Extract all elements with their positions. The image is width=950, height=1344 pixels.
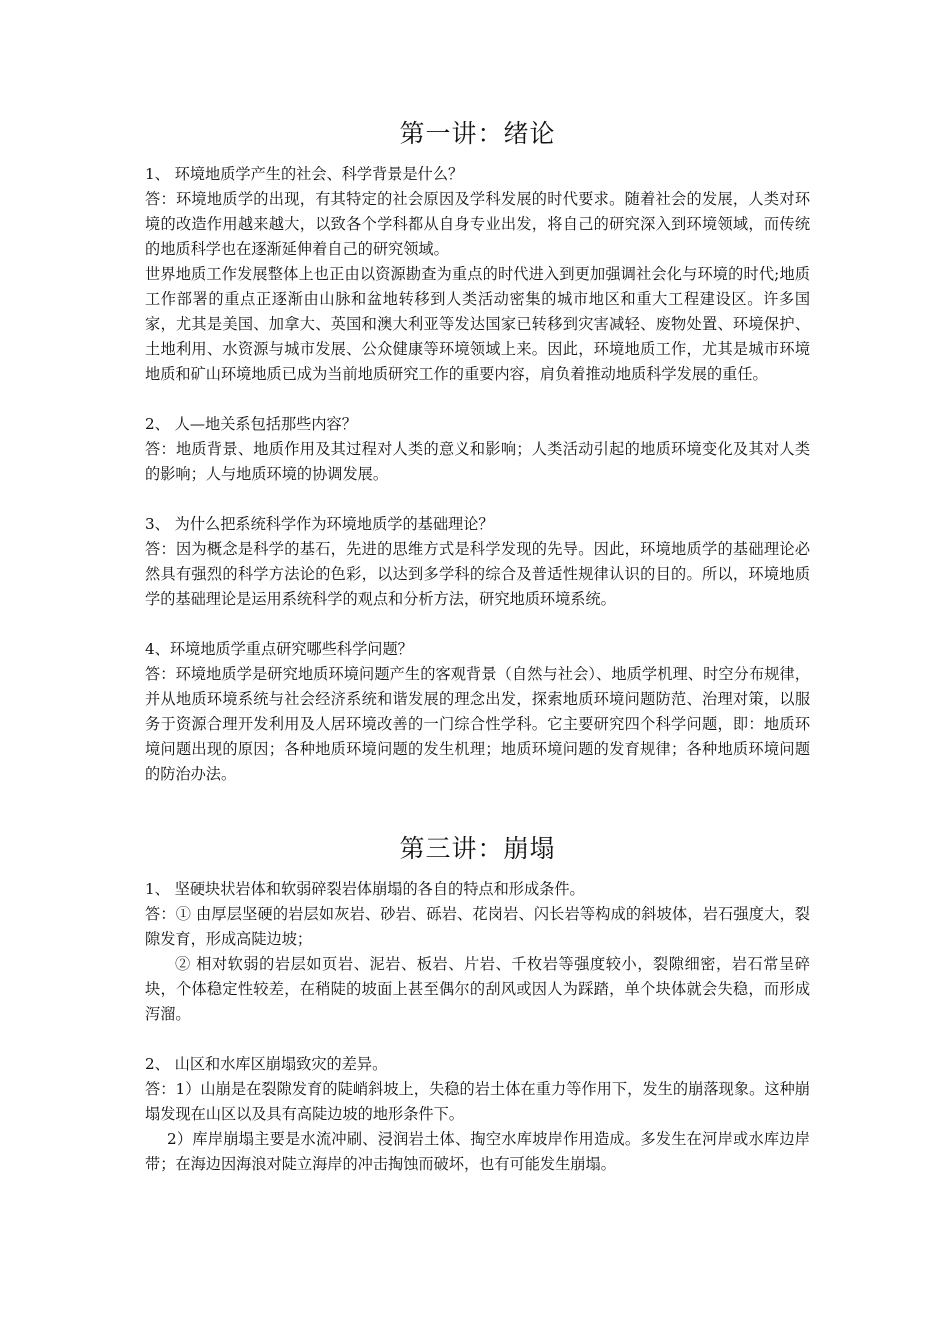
answer-paragraph: 世界地质工作发展整体上也正由以资源勘查为重点的时代进入到更加强调社会化与环境的时代;地质工作部署的重点正逐渐由山脉和盆地转移到人类活动密集的城市地区和重大工程建设区。许多国家，尤其是美国、加拿大、英国和澳大利亚等发达国家已转移到灾害减轻、废物处置、环境保护、土地利用、水资源与城市发展、公众健康等环境领域上来。因此，环境地质工作，尤其是城市环境地质和矿山环境地质已成为当前地质研究工作的重要内容，肩负着推动地质科学发展的重任。 — [145, 265, 810, 383]
answer-paragraph: 答：地质背景、地质作用及其过程对人类的意义和影响；人类活动引起的地质环境变化及其对人类的影响；人与地质环境的协调发展。 — [145, 440, 810, 483]
qa-block-1-2 — [145, 412, 810, 487]
answer-paragraph: 答：环境地质学的出现，有其特定的社会原因及学科发展的时代要求。随着社会的发展，人类对环境的改造作用越来越大，以致各个学科都从自身专业出发，将自己的研究深入到环境领域，而传统的地质科学也在逐渐延伸着自己的研究领域。 — [145, 190, 810, 258]
question-text: 1、 坚硬块状岩体和软弱碎裂岩体崩塌的各自的特点和形成条件。 — [145, 880, 585, 898]
qa-block-1-1 — [145, 162, 810, 387]
section-title-collapse: 第三讲：崩塌 — [399, 834, 556, 863]
paragraph-gap — [145, 487, 810, 512]
answer-paragraph: 答：环境地质学是研究地质环境问题产生的客观背景（自然与社会）、地质学机理、时空分布规律，并从地质环境系统与社会经济系统和谐发展的理念出发，探索地质环境问题防范、治理对策，以服务于资源合理开发利用及人居环境改善的一门综合性学科。它主要研究四个科学问题，即：地质环境问题出现的原因；各种地质环境问题的发生机理；地质环境问题的发育规律；各种地质环境问题的防治办法。 — [145, 665, 810, 783]
qa-block-1-4 — [145, 637, 810, 787]
answer-paragraph: ② 相对软弱的岩层如页岩、泥岩、板岩、片岩、千枚岩等强度较小，裂隙细密，岩石常呈碎块，个体稳定性较差，在稍陡的坡面上甚至偶尔的刮风或因人为踩踏，单个块体就会失稳，而形成泻溜。 — [145, 955, 810, 1023]
answer-paragraph: 2）库岸崩塌主要是水流冲刷、浸润岩土体、掏空水库坡岸作用造成。多发生在河岸或水库边岸带；在海边因海浪对陡立海岸的冲击掏蚀而破坏，也有可能发生崩塌。 — [145, 1130, 810, 1173]
section-title-introduction: 第一讲：绪论 — [399, 119, 556, 148]
qa-block-1-3 — [145, 512, 810, 612]
document-page — [145, 110, 810, 1177]
answer-paragraph: 答：① 由厚层坚硬的岩层如灰岩、砂岩、砾岩、花岗岩、闪长岩等构成的斜坡体，岩石强度大，裂隙发育，形成高陡边坡； — [145, 905, 810, 948]
qa-block-3-1 — [145, 877, 810, 1027]
question-text: 2、 人—地关系包括那些内容？ — [145, 415, 357, 433]
paragraph-gap — [145, 612, 810, 637]
answer-paragraph: 答：1）山崩是在裂隙发育的陡峭斜坡上，失稳的岩土体在重力等作用下，发生的崩落现象。这种崩塌发现在山区以及具有高陡边坡的地形条件下。 — [145, 1080, 810, 1123]
qa-block-3-2 — [145, 1052, 810, 1177]
paragraph-gap — [145, 1027, 810, 1052]
answer-paragraph: 答：因为概念是科学的基石，先进的思维方式是科学发现的先导。因此，环境地质学的基础理论必然具有强烈的科学方法论的色彩，以达到多学科的综合及普适性规律认识的目的。所以，环境地质学的基础理论是运用系统科学的观点和分析方法，研究地质环境系统。 — [145, 540, 810, 608]
question-text: 1、 环境地质学产生的社会、科学背景是什么？ — [145, 165, 464, 183]
question-text: 4、环境地质学重点研究哪些科学问题？ — [145, 640, 413, 658]
question-text: 2、 山区和水库区崩塌致灾的差异。 — [145, 1055, 388, 1073]
paragraph-gap — [145, 387, 810, 412]
question-text: 3、 为什么把系统科学作为环境地质学的基础理论？ — [145, 515, 494, 533]
